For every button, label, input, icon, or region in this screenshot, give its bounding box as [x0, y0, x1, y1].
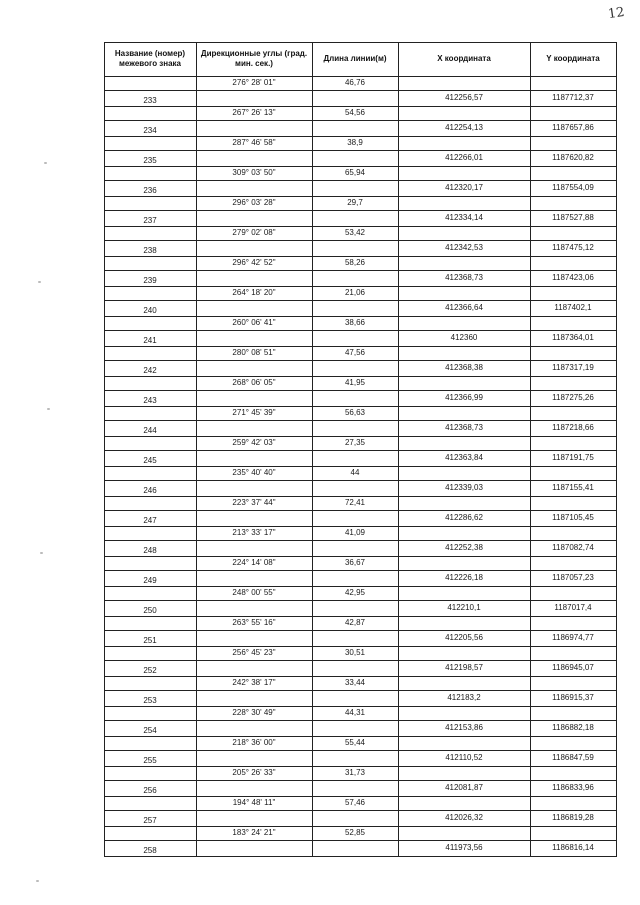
table-horizontal-line — [104, 750, 616, 751]
x-coordinate: 412252,38 — [445, 543, 483, 552]
line-length: 44,31 — [344, 708, 366, 717]
x-coordinate: 412342,53 — [445, 243, 483, 252]
y-coordinate: 1187402,1 — [554, 303, 592, 312]
y-coordinate: 1187105,45 — [552, 513, 594, 522]
x-coordinate: 412360 — [450, 333, 478, 342]
point-name: 248 — [143, 546, 157, 555]
x-coordinate: 412368,38 — [445, 363, 483, 372]
table-horizontal-line — [104, 360, 616, 361]
direction-angle: 183° 24' 21" — [232, 828, 276, 837]
direction-angle: 205° 26' 33" — [232, 768, 276, 777]
point-name: 234 — [143, 126, 157, 135]
line-length: 55,44 — [344, 738, 366, 747]
direction-angle: 309° 03' 50" — [232, 168, 276, 177]
x-coordinate: 412368,73 — [445, 273, 483, 282]
y-coordinate: 1187423,06 — [552, 273, 594, 282]
x-coordinate: 412256,57 — [445, 93, 483, 102]
y-coordinate: 1187218,66 — [552, 423, 594, 432]
direction-angle: 264° 18' 20" — [232, 288, 276, 297]
line-length: 53,42 — [344, 228, 366, 237]
header-line-length: Длина линии(м) — [323, 54, 387, 63]
point-name: 239 — [143, 276, 157, 285]
table-horizontal-line — [104, 780, 616, 781]
line-length: 29,7 — [347, 198, 363, 207]
table-horizontal-line — [104, 630, 616, 631]
y-coordinate: 1187712,37 — [552, 93, 594, 102]
table-horizontal-line — [104, 480, 616, 481]
table-horizontal-line — [104, 720, 616, 721]
y-coordinate: 1187275,26 — [552, 393, 594, 402]
line-length: 58,26 — [344, 258, 366, 267]
direction-angle: 256° 45' 23" — [232, 648, 276, 657]
x-coordinate: 412366,99 — [445, 393, 483, 402]
point-name: 236 — [143, 186, 157, 195]
direction-angle: 235° 40' 40" — [232, 468, 276, 477]
point-name: 255 — [143, 756, 157, 765]
line-length: 56,63 — [344, 408, 366, 417]
point-name: 238 — [143, 246, 157, 255]
table-horizontal-line — [104, 240, 616, 241]
line-length: 30,51 — [344, 648, 366, 657]
point-name: 243 — [143, 396, 157, 405]
direction-angle: 287° 46' 58" — [232, 138, 276, 147]
line-length: 52,85 — [344, 828, 366, 837]
x-coordinate: 412334,14 — [445, 213, 483, 222]
scan-speck — [36, 880, 39, 882]
line-length: 47,56 — [344, 348, 366, 357]
line-length: 33,44 — [344, 678, 366, 687]
y-coordinate: 1187191,75 — [552, 453, 594, 462]
header-y-coordinate: Y координата — [546, 54, 600, 63]
x-coordinate: 412026,32 — [445, 813, 483, 822]
table-horizontal-line — [104, 390, 616, 391]
table-horizontal-line — [104, 120, 616, 121]
table-horizontal-line — [104, 180, 616, 181]
line-length: 38,66 — [344, 318, 366, 327]
table-vertical-line — [616, 42, 617, 857]
scan-speck — [40, 552, 43, 554]
line-length: 38,9 — [347, 138, 363, 147]
line-length: 42,87 — [344, 618, 366, 627]
point-name: 244 — [143, 426, 157, 435]
table-horizontal-line — [104, 330, 616, 331]
x-coordinate: 412153,86 — [445, 723, 483, 732]
direction-angle: 268° 06' 05" — [232, 378, 276, 387]
direction-angle: 260° 06' 41" — [232, 318, 276, 327]
point-name: 233 — [143, 96, 157, 105]
scan-speck — [47, 408, 50, 410]
scan-speck — [44, 162, 47, 164]
line-length: 27,35 — [344, 438, 366, 447]
y-coordinate: 1187017,4 — [554, 603, 592, 612]
line-length: 46,76 — [344, 78, 366, 87]
x-coordinate: 411973,56 — [445, 843, 483, 852]
header-point-name: Название (номер) межевого знака — [114, 49, 186, 68]
point-name: 256 — [143, 786, 157, 795]
table-horizontal-line — [104, 42, 616, 43]
point-name: 253 — [143, 696, 157, 705]
direction-angle: 276° 28' 01" — [232, 78, 276, 87]
y-coordinate: 1186819,28 — [552, 813, 594, 822]
y-coordinate: 1186882,18 — [552, 723, 594, 732]
scan-speck — [38, 281, 41, 283]
line-length: 31,73 — [344, 768, 366, 777]
table-horizontal-line — [104, 420, 616, 421]
y-coordinate: 1186945,07 — [552, 663, 594, 672]
table-horizontal-line — [104, 210, 616, 211]
direction-angle: 296° 03' 28" — [232, 198, 276, 207]
direction-angle: 228° 30' 49" — [232, 708, 276, 717]
table-horizontal-line — [104, 450, 616, 451]
x-coordinate: 412254,13 — [445, 123, 483, 132]
direction-angle: 194° 48' 11" — [232, 798, 276, 807]
line-length: 42,95 — [344, 588, 366, 597]
point-name: 242 — [143, 366, 157, 375]
direction-angle: 267° 26' 13" — [232, 108, 276, 117]
table-horizontal-line — [104, 570, 616, 571]
table-horizontal-line — [104, 660, 616, 661]
line-length: 54,56 — [344, 108, 366, 117]
direction-angle: 279° 02' 08" — [232, 228, 276, 237]
y-coordinate: 1186816,14 — [552, 843, 594, 852]
point-name: 245 — [143, 456, 157, 465]
x-coordinate: 412205,56 — [445, 633, 483, 642]
table-horizontal-line — [104, 690, 616, 691]
x-coordinate: 412266,01 — [445, 153, 483, 162]
x-coordinate: 412198,57 — [445, 663, 483, 672]
y-coordinate: 1187475,12 — [552, 243, 594, 252]
header-direction-angles: Дирекционные углы (град. мин. сек.) — [200, 49, 308, 68]
table-horizontal-line — [104, 840, 616, 841]
header-x-coordinate: X координата — [437, 54, 491, 63]
x-coordinate: 412368,73 — [445, 423, 483, 432]
x-coordinate: 412320,17 — [445, 183, 483, 192]
line-length: 44 — [350, 468, 360, 477]
table-horizontal-line — [104, 510, 616, 511]
direction-angle: 259° 42' 03" — [232, 438, 276, 447]
line-length: 72,41 — [344, 498, 366, 507]
point-name: 246 — [143, 486, 157, 495]
table-horizontal-line — [104, 810, 616, 811]
table-horizontal-line — [104, 90, 616, 91]
direction-angle: 242° 38' 17" — [232, 678, 276, 687]
y-coordinate: 1187082,74 — [552, 543, 594, 552]
page-number-mark: 12 — [607, 4, 626, 23]
direction-angle: 218° 36' 00" — [232, 738, 276, 747]
direction-angle: 213° 33' 17" — [232, 528, 276, 537]
point-name: 257 — [143, 816, 157, 825]
y-coordinate: 1186915,37 — [552, 693, 594, 702]
x-coordinate: 412110,52 — [445, 753, 483, 762]
x-coordinate: 412081,87 — [445, 783, 483, 792]
direction-angle: 296° 42' 52" — [232, 258, 276, 267]
line-length: 21,06 — [344, 288, 366, 297]
x-coordinate: 412183,2 — [447, 693, 481, 702]
direction-angle: 271° 45' 39" — [232, 408, 276, 417]
point-name: 247 — [143, 516, 157, 525]
y-coordinate: 1187364,01 — [552, 333, 594, 342]
point-name: 235 — [143, 156, 157, 165]
point-name: 241 — [143, 336, 157, 345]
point-name: 240 — [143, 306, 157, 315]
y-coordinate: 1186833,96 — [552, 783, 594, 792]
line-length: 36,67 — [344, 558, 366, 567]
table-horizontal-line — [104, 540, 616, 541]
direction-angle: 248° 00' 55" — [232, 588, 276, 597]
y-coordinate: 1187657,86 — [552, 123, 594, 132]
table-horizontal-line — [104, 300, 616, 301]
table-horizontal-line — [104, 270, 616, 271]
point-name: 254 — [143, 726, 157, 735]
line-length: 41,09 — [344, 528, 366, 537]
y-coordinate: 1186847,59 — [552, 753, 594, 762]
boundary-coordinates-table — [104, 42, 616, 868]
point-name: 252 — [143, 666, 157, 675]
point-name: 249 — [143, 576, 157, 585]
point-name: 250 — [143, 606, 157, 615]
point-name: 251 — [143, 636, 157, 645]
direction-angle: 224° 14' 08" — [232, 558, 276, 567]
y-coordinate: 1187554,09 — [552, 183, 594, 192]
x-coordinate: 412210,1 — [447, 603, 481, 612]
direction-angle: 263° 55' 16" — [232, 618, 276, 627]
line-length: 41,95 — [344, 378, 366, 387]
x-coordinate: 412363,84 — [445, 453, 483, 462]
y-coordinate: 1187527,88 — [552, 213, 594, 222]
direction-angle: 223° 37' 44" — [232, 498, 276, 507]
x-coordinate: 412286,62 — [445, 513, 483, 522]
y-coordinate: 1186974,77 — [552, 633, 594, 642]
x-coordinate: 412226,18 — [445, 573, 483, 582]
x-coordinate: 412366,64 — [445, 303, 483, 312]
y-coordinate: 1187057,23 — [552, 573, 594, 582]
line-length: 57,46 — [344, 798, 366, 807]
y-coordinate: 1187620,82 — [552, 153, 594, 162]
line-length: 65,94 — [344, 168, 366, 177]
y-coordinate: 1187155,41 — [552, 483, 594, 492]
table-horizontal-line — [104, 150, 616, 151]
point-name: 258 — [143, 846, 157, 855]
x-coordinate: 412339,03 — [445, 483, 483, 492]
direction-angle: 280° 08' 51" — [232, 348, 276, 357]
y-coordinate: 1187317,19 — [552, 363, 594, 372]
table-horizontal-line — [104, 600, 616, 601]
point-name: 237 — [143, 216, 157, 225]
